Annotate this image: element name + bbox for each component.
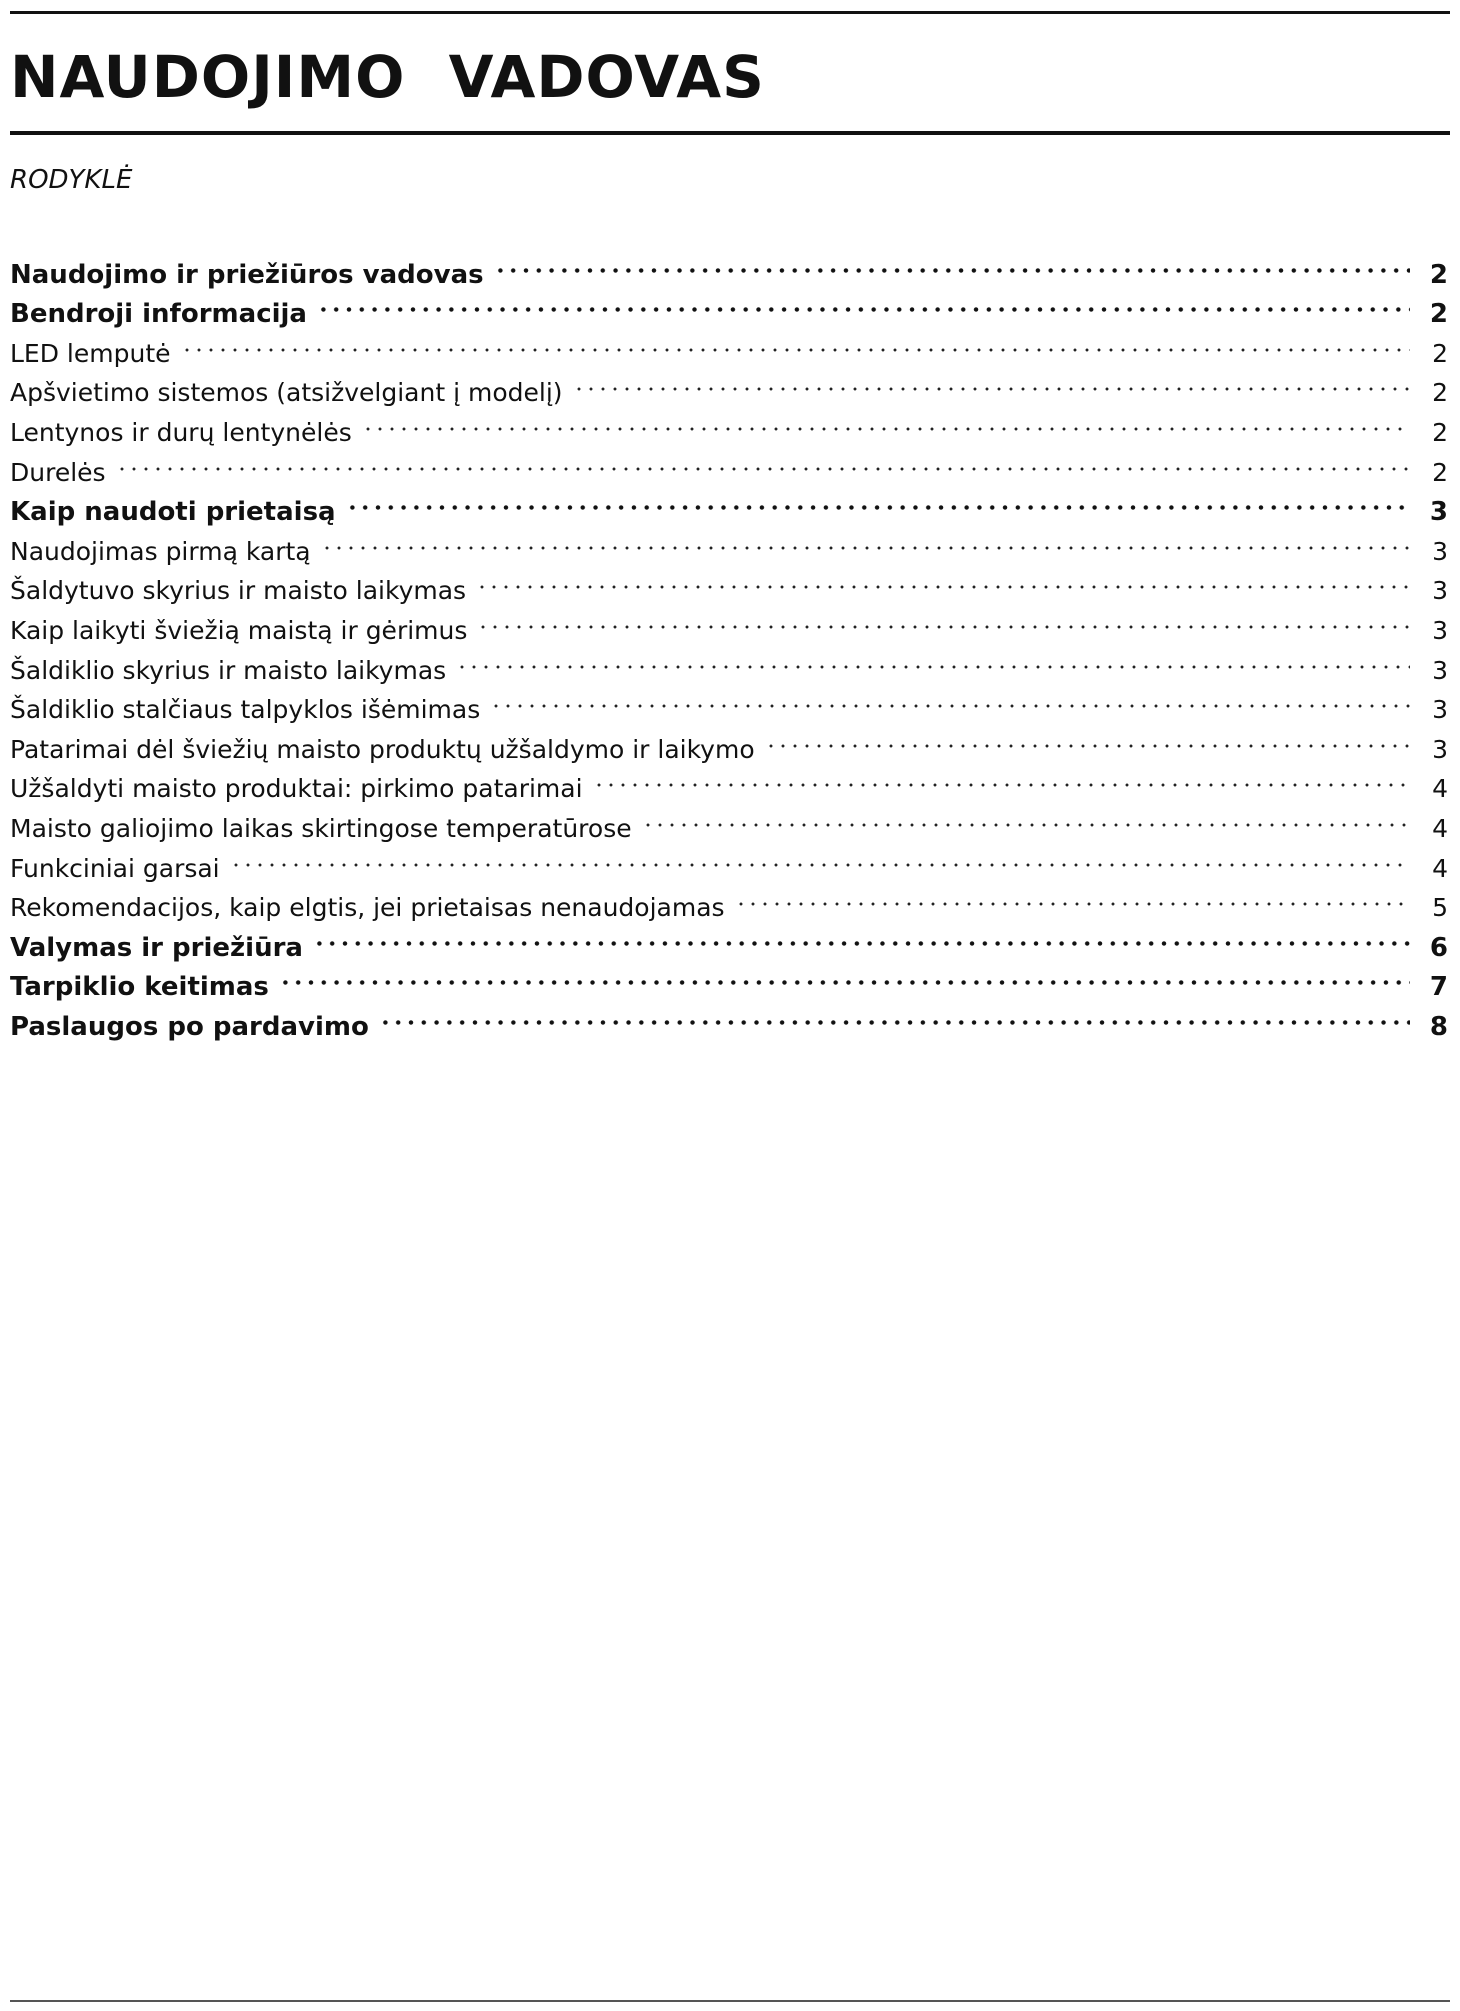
- toc-entry-page-number: 7: [1429, 972, 1448, 1003]
- toc-entry-label: Apšvietimo sistemos (atsižvelgiant į modelį): [10, 378, 563, 408]
- toc-entry-label: Šaldiklio stalčiaus talpyklos išėmimas: [10, 695, 481, 725]
- toc-entry-page-number: 4: [1432, 853, 1448, 883]
- toc-entry-label: Šaldytuvo skyrius ir maisto laikymas: [10, 576, 467, 606]
- title-rule: [10, 131, 1450, 135]
- dot-leader: [735, 877, 1410, 917]
- dot-leader: [279, 956, 1410, 996]
- toc-entry-label: LED lemputė: [10, 338, 171, 368]
- toc-entry-page-number: 2: [1432, 417, 1448, 447]
- table-of-contents: [10, 243, 1448, 1042]
- toc-entry-page-number: 4: [1432, 813, 1448, 843]
- toc-entry-label: Valymas ir priežiūra: [10, 932, 303, 963]
- dot-leader: [593, 758, 1410, 798]
- dot-leader: [313, 916, 1410, 956]
- toc-entry-label: Funkciniai garsai: [10, 853, 220, 883]
- toc-entry[interactable]: [10, 362, 1448, 408]
- toc-entry[interactable]: [10, 243, 1448, 290]
- toc-entry-label: Rekomendacijos, kaip elgtis, jei prietaisas nenaudojamas: [10, 893, 725, 923]
- toc-entry-page-number: 3: [1432, 695, 1448, 725]
- toc-entry-label: Naudojimo ir priežiūros vadovas: [10, 259, 484, 290]
- dot-leader: [317, 283, 1410, 323]
- toc-entry-label: Bendroji informacija: [10, 299, 307, 330]
- bottom-rule: [10, 2000, 1450, 2002]
- dot-leader: [765, 718, 1410, 758]
- toc-entry-page-number: 8: [1429, 1011, 1448, 1042]
- dot-leader: [116, 441, 1410, 481]
- toc-entry[interactable]: [10, 481, 1448, 528]
- toc-entry-label: Lentynos ir durų lentynėlės: [10, 417, 352, 447]
- toc-entry-label: Maisto galiojimo laikas skirtingose temperatūrose: [10, 813, 632, 843]
- toc-entry-page-number: 3: [1429, 497, 1448, 528]
- toc-entry-label: Paslaugos po pardavimo: [10, 1011, 369, 1042]
- top-rule: [10, 11, 1450, 14]
- toc-entry-page-number: 3: [1432, 536, 1448, 566]
- toc-entry-page-number: 2: [1432, 378, 1448, 408]
- dot-leader: [476, 560, 1410, 600]
- dot-leader: [346, 481, 1410, 521]
- toc-entry[interactable]: [10, 441, 1448, 487]
- toc-entry-page-number: 3: [1432, 734, 1448, 764]
- dot-leader: [477, 599, 1410, 639]
- toc-entry-page-number: 2: [1432, 457, 1448, 487]
- toc-entry-page-number: 2: [1432, 338, 1448, 368]
- dot-leader: [181, 322, 1411, 362]
- toc-entry[interactable]: [10, 322, 1448, 368]
- toc-entry-page-number: 5: [1432, 893, 1448, 923]
- dot-leader: [230, 837, 1410, 877]
- toc-entry-page-number: 2: [1429, 299, 1448, 330]
- contents-heading: RODYKLĖ: [10, 165, 133, 195]
- dot-leader: [321, 520, 1410, 560]
- toc-entry-label: Patarimai dėl šviežių maisto produktų užšaldymo ir laikymo: [10, 734, 755, 764]
- toc-entry-page-number: 6: [1429, 932, 1448, 963]
- toc-entry-label: Užšaldyti maisto produktai: pirkimo patarimai: [10, 774, 583, 804]
- toc-entry-page-number: 4: [1432, 774, 1448, 804]
- toc-entry-label: Kaip naudoti prietaisą: [10, 497, 336, 528]
- dot-leader: [642, 797, 1410, 837]
- toc-entry-page-number: 3: [1432, 655, 1448, 685]
- document-title: NAUDOJIMO VADOVAS: [10, 43, 765, 111]
- toc-entry-label: Durelės: [10, 457, 106, 487]
- toc-entry-label: Šaldiklio skyrius ir maisto laikymas: [10, 655, 447, 685]
- dot-leader: [379, 995, 1410, 1035]
- toc-entry-label: Tarpiklio keitimas: [10, 972, 269, 1003]
- toc-entry-page-number: 2: [1429, 259, 1448, 290]
- dot-leader: [573, 362, 1410, 402]
- toc-entry-label: Kaip laikyti šviežią maistą ir gėrimus: [10, 615, 468, 645]
- dot-leader: [456, 639, 1410, 679]
- toc-entry-page-number: 3: [1432, 615, 1448, 645]
- dot-leader: [490, 679, 1410, 719]
- toc-entry-page-number: 3: [1432, 576, 1448, 606]
- dot-leader: [362, 401, 1410, 441]
- dot-leader: [494, 243, 1410, 283]
- toc-entry-label: Naudojimas pirmą kartą: [10, 536, 311, 566]
